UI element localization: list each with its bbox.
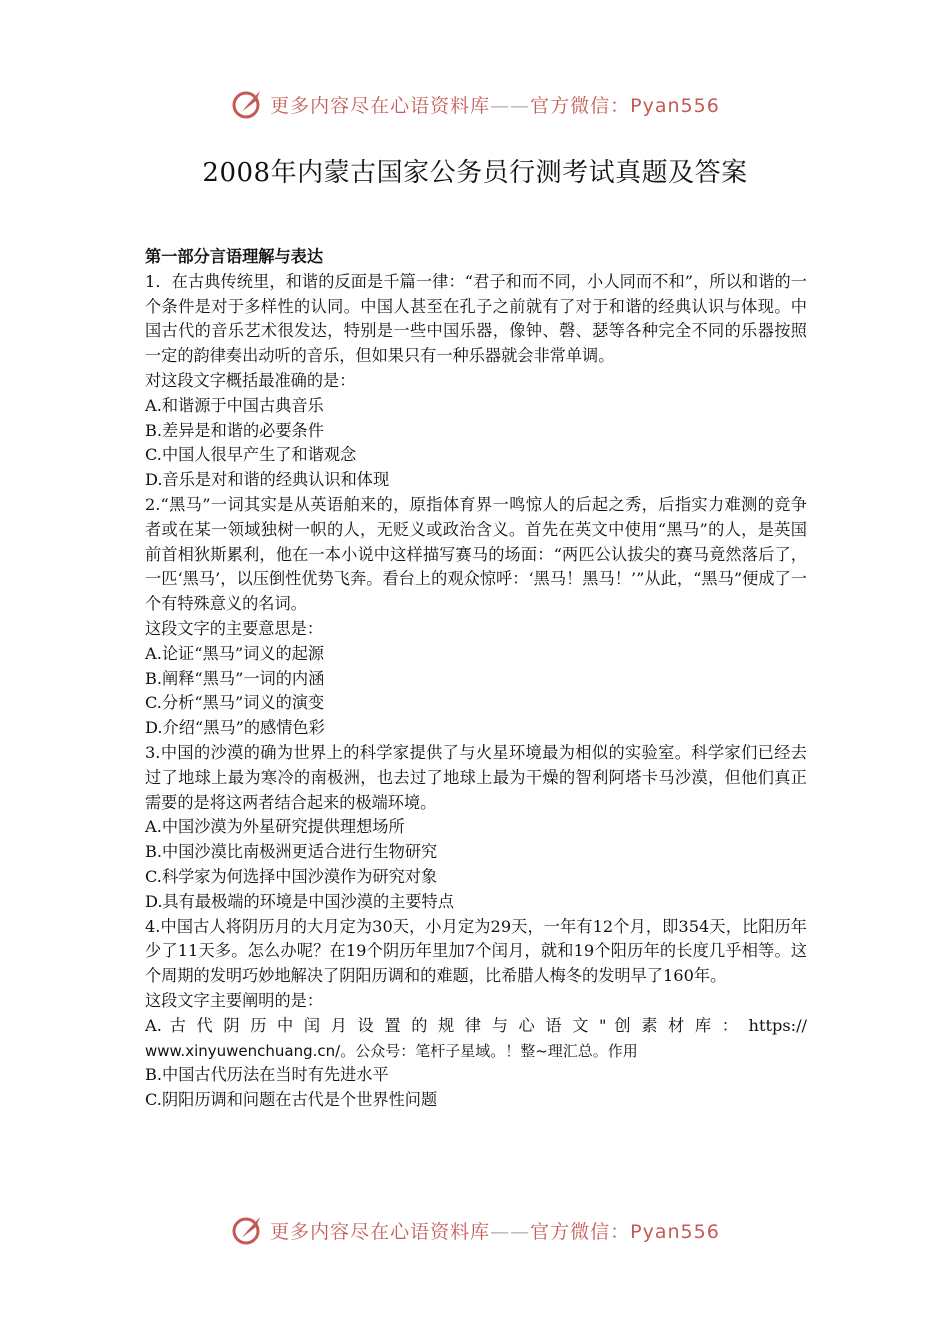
quill-logo-icon bbox=[230, 1212, 266, 1248]
question-4-text: 4.中国古人将阴历月的大月定为30天，小月定为29天，一年有12个月，即354天，比阳历年少了11天多。怎么办呢？在19个阴历年里加7个闰月，就和19个阳历年的长度几乎相等。这个周期的发明巧妙地解决了阴阳历调和的难题，比希腊人梅冬的发明早了160年。 bbox=[145, 916, 807, 986]
question-3-text: 3.中国的沙漠的确为世界上的科学家提供了与火星环境最为相似的实验室。科学家们已经去过了地球上最为寒冷的南极洲，也去过了地球上最为干燥的智利阿塔卡马沙漠，但他们真正需要的是将这两者结合起来的极端环境。 bbox=[145, 742, 807, 812]
question-2-option-a: A.论证“黑马”词义的起源 bbox=[145, 643, 325, 663]
banner-text: 更多内容尽在心语资料库——官方微信：Pyan556 bbox=[270, 94, 720, 117]
question-1-option-c: C.中国人很早产生了和谐观念 bbox=[145, 445, 357, 465]
question-4-prompt: 这段文字主要阐明的是： bbox=[145, 990, 324, 1010]
question-2-option-c: C.分析“黑马”词义的演变 bbox=[145, 693, 325, 713]
question-3-option-b: B.中国沙漠比南极洲更适合进行生物研究 bbox=[145, 842, 438, 862]
question-2-text: 2.“黑马”一词其实是从英语舶来的，原指体育界一鸣惊人的后起之秀，后指实力难测的竞争者或在某一领域独树一帜的人，无贬义或政治含义。首先在英文中使用“黑马”的人，是英国前首相狄斯累利，他在一本小说中这样描写赛马的场面：“两匹公认拔尖的赛马竟然落后了，一匹‘黑马’，以压倒性优势飞奔。看台上的观众惊呼：‘黑马！黑马！’”从此，“黑马”便成了一个有特殊意义的名词。 bbox=[145, 494, 807, 614]
header-banner bbox=[0, 84, 950, 124]
question-1-option-a: A.和谐源于中国古典音乐 bbox=[145, 395, 324, 415]
question-1-prompt: 对这段文字概括最准确的是： bbox=[145, 370, 356, 390]
question-1-option-d: D.音乐是对和谐的经典认识和体现 bbox=[145, 470, 390, 490]
question-1-text: 1．在古典传统里，和谐的反面是千篇一律：“君子和而不同，小人同而不和”，所以和谐的一个条件是对于多样性的认同。中国人甚至在孔子之前就有了对于和谐的经典认识与体现。中国古代的音乐艺术很发达，特别是一些中国乐器，像钟、磬、瑟等各种完全不同的乐器按照一定的韵律奏出动听的音乐，但如果只有一种乐器就会非常单调。 bbox=[145, 271, 807, 366]
question-4-option-a-line-1: A. 古 代 阴 历 中 闰 月 设 置 的 规 律 与 心 语 文 " 创 素 材 库 ： https:// bbox=[145, 1015, 807, 1035]
question-3-option-c: C.科学家为何选择中国沙漠作为研究对象 bbox=[145, 866, 438, 886]
section-heading: 第一部分言语理解与表达 bbox=[145, 247, 324, 266]
question-4-option-c: C.阴阳历调和问题在古代是个世界性问题 bbox=[145, 1090, 438, 1110]
question-3-option-d: D.具有最极端的环境是中国沙漠的主要特点 bbox=[145, 891, 454, 911]
question-2-option-d: D.介绍“黑马”的感情色彩 bbox=[145, 718, 325, 738]
document-body bbox=[145, 245, 807, 1113]
question-4-option-a-line-2: www.xinyuwenchuang.cn/。公众号：笔杆子星域。！整~理汇总。作用 bbox=[145, 1041, 638, 1060]
banner-text: 更多内容尽在心语资料库——官方微信：Pyan556 bbox=[270, 1220, 720, 1243]
question-4-option-b: B.中国古代历法在当时有先进水平 bbox=[145, 1065, 389, 1085]
question-2-prompt: 这段文字的主要意思是： bbox=[145, 618, 324, 638]
question-2-option-b: B.阐释“黑马”一词的内涵 bbox=[145, 668, 325, 688]
question-1-option-b: B.差异是和谐的必要条件 bbox=[145, 420, 324, 440]
quill-logo-icon bbox=[230, 86, 266, 122]
footer-banner bbox=[0, 1210, 950, 1250]
question-3-option-a: A.中国沙漠为外星研究提供理想场所 bbox=[145, 817, 405, 837]
page-title: 2008年内蒙古国家公务员行测考试真题及答案 bbox=[202, 158, 748, 188]
